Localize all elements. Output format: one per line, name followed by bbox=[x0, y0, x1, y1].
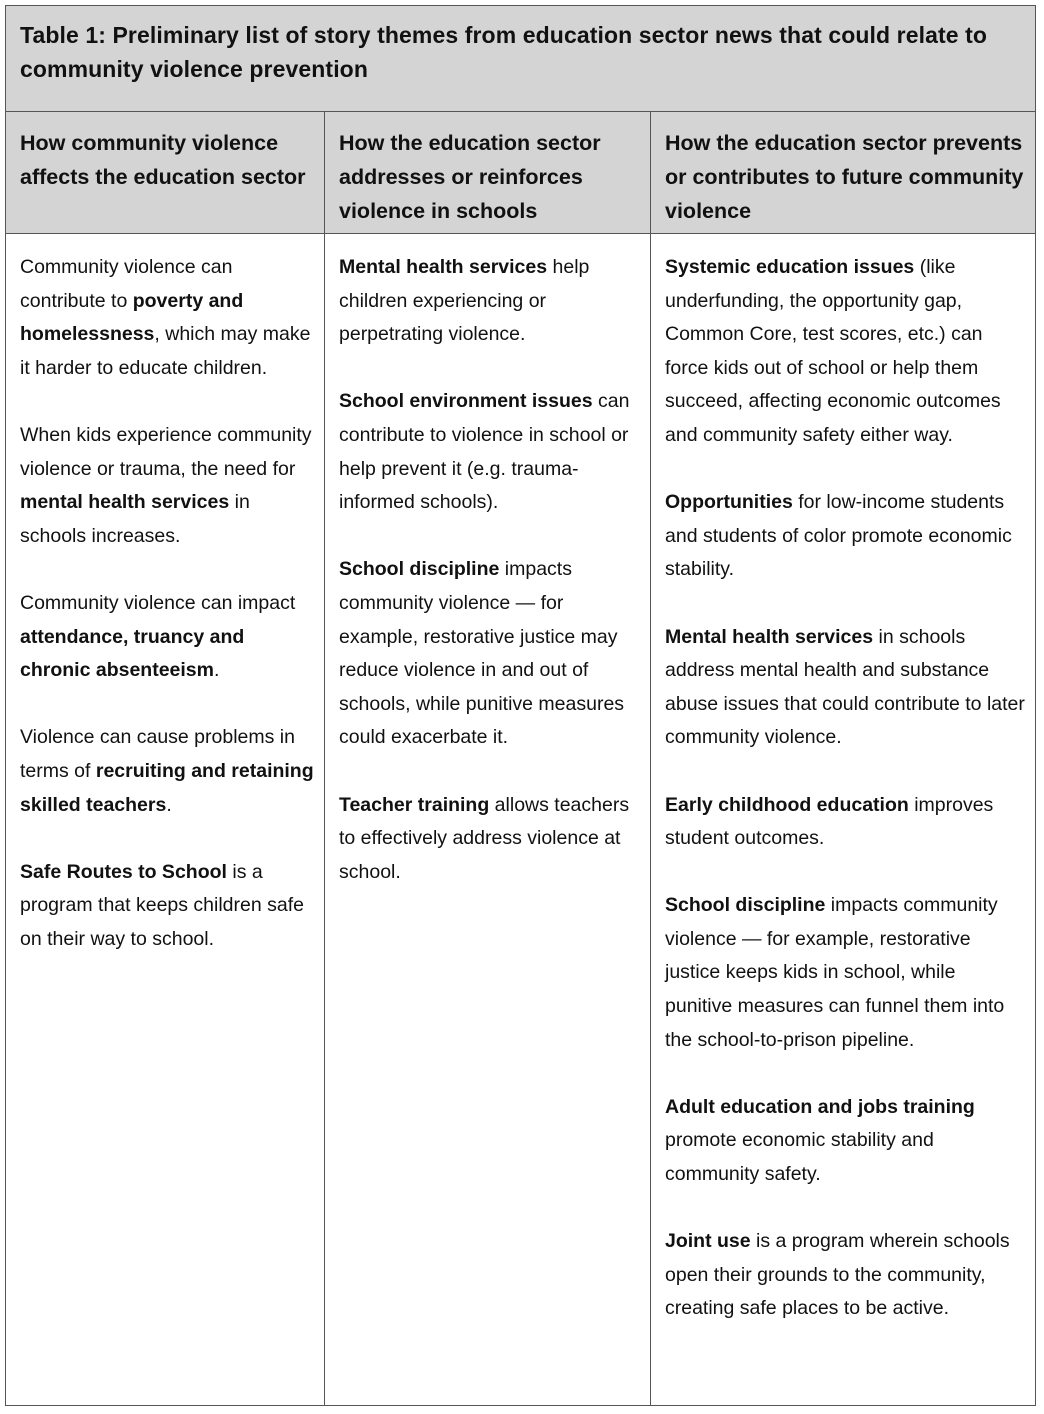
theme-text: is a program wherein schools open their grounds to the community, creating safe places to be active. bbox=[665, 1230, 1010, 1320]
theme-item bbox=[339, 251, 644, 352]
theme-item bbox=[665, 251, 1025, 453]
theme-keyword: Joint use bbox=[665, 1230, 751, 1253]
theme-item bbox=[665, 621, 1025, 755]
theme-text: in schools address mental health and substance abuse issues that could contribute to later community violence. bbox=[665, 625, 1025, 749]
table-title: Table 1: Preliminary list of story themes from education sector news that could relate to community violence prevention bbox=[20, 22, 988, 82]
table-title-row bbox=[6, 6, 1035, 112]
theme-keyword: Adult education and jobs training bbox=[665, 1095, 975, 1118]
theme-item bbox=[665, 789, 1025, 856]
theme-item bbox=[20, 587, 315, 688]
theme-keyword: Opportunities bbox=[665, 491, 793, 514]
theme-item bbox=[665, 1091, 1025, 1192]
theme-keyword: attendance, truancy and chronic absenteeism bbox=[20, 625, 245, 682]
theme-item bbox=[339, 789, 644, 890]
theme-text: Community violence can contribute to bbox=[20, 256, 233, 312]
theme-keyword: School discipline bbox=[665, 894, 826, 917]
theme-keyword: poverty and homelessness bbox=[20, 289, 244, 346]
theme-keyword: Early childhood education bbox=[665, 793, 909, 816]
theme-text: for low-income students and students of color promote economic stability. bbox=[665, 491, 1012, 581]
theme-keyword: Teacher training bbox=[339, 793, 490, 816]
theme-text: Violence can cause problems in terms of bbox=[20, 726, 295, 782]
theme-text: is a program that keeps children safe on their way to school. bbox=[20, 860, 304, 950]
column-divider bbox=[650, 112, 651, 1405]
theme-keyword: Mental health services bbox=[339, 256, 548, 278]
column-header-row bbox=[6, 112, 1035, 234]
theme-text: impacts community violence — for example, restorative justice may reduce violence in and out of schools, while punitive measures could exacerbate it. bbox=[339, 558, 625, 749]
theme-keyword: recruiting and retaining skilled teachers bbox=[20, 759, 314, 816]
theme-item bbox=[20, 856, 315, 957]
theme-text: can contribute to violence in school or help prevent it (e.g. trauma-informed schools). bbox=[339, 390, 630, 514]
theme-item bbox=[665, 486, 1025, 587]
themes-table bbox=[5, 5, 1036, 1406]
theme-text: When kids experience community violence or trauma, the need for bbox=[20, 423, 312, 480]
theme-item bbox=[339, 385, 644, 519]
column-header-community-violence-effects: How community violence affects the education sector bbox=[20, 131, 306, 189]
column-body-3 bbox=[665, 251, 1025, 1326]
theme-item bbox=[665, 1225, 1025, 1326]
column-header-future-violence: How the education sector prevents or contributes to future community violence bbox=[665, 131, 1024, 223]
theme-keyword: School environment issues bbox=[339, 390, 593, 413]
column-header-school-violence: How the education sector addresses or reinforces violence in schools bbox=[339, 131, 601, 223]
theme-item bbox=[20, 419, 315, 553]
theme-text: promote economic stability and community safety. bbox=[665, 1129, 934, 1186]
theme-text: , which may make it harder to educate children. bbox=[20, 323, 311, 379]
column-body-2 bbox=[339, 251, 644, 889]
theme-item bbox=[339, 553, 644, 755]
theme-item bbox=[20, 251, 315, 385]
theme-item bbox=[665, 889, 1025, 1057]
theme-text: improves student outcomes. bbox=[665, 793, 994, 850]
theme-text: allows teachers to effectively address violence at school. bbox=[339, 793, 630, 883]
column-body-1 bbox=[20, 251, 315, 956]
theme-text: in schools increases. bbox=[20, 491, 250, 547]
theme-text: (like underfunding, the opportunity gap, Common Core, test scores, etc.) can force kids out of school or help them succeed, affecting economic outcomes and community safety either way. bbox=[665, 256, 1001, 446]
column-divider bbox=[324, 112, 325, 1405]
theme-item bbox=[20, 721, 315, 822]
theme-text: impacts community violence — for example, restorative justice keeps kids in school, while punitive measures can funnel them into the school-to-prison pipeline. bbox=[665, 894, 1005, 1051]
theme-text: . bbox=[166, 793, 172, 816]
theme-text: help children experiencing or perpetrating violence. bbox=[339, 256, 590, 346]
theme-keyword: mental health services bbox=[20, 491, 230, 514]
theme-keyword: Systemic education issues bbox=[665, 256, 915, 278]
theme-keyword: Mental health services bbox=[665, 625, 874, 648]
theme-text: Community violence can impact bbox=[20, 591, 296, 614]
theme-keyword: School discipline bbox=[339, 558, 500, 581]
theme-text: . bbox=[214, 659, 220, 682]
theme-keyword: Safe Routes to School bbox=[20, 860, 227, 883]
